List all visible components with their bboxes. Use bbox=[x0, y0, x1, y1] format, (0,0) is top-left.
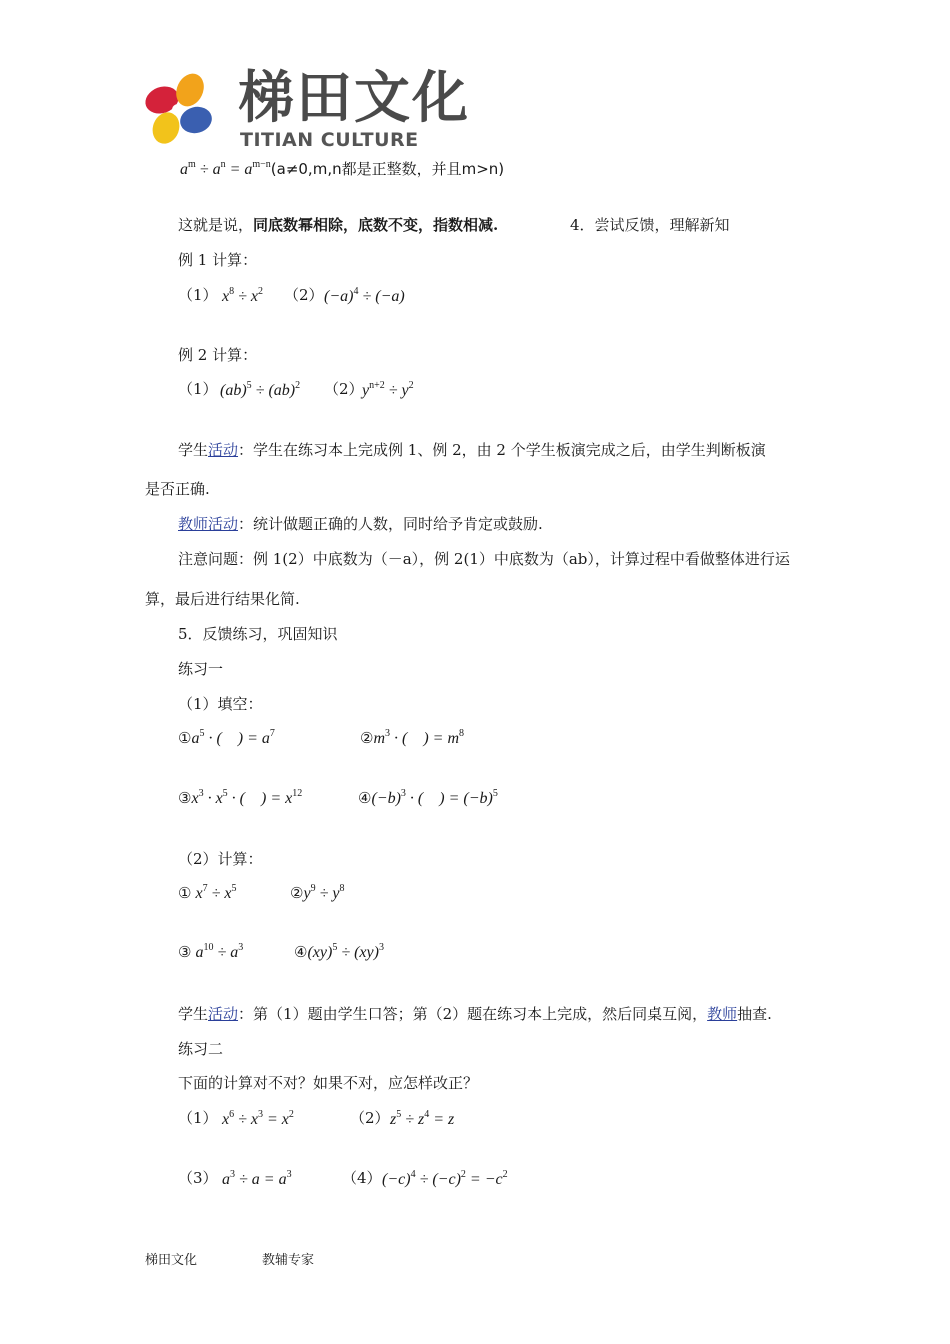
example1-p2: （2） bbox=[284, 286, 324, 304]
note-line-1: 注意问题：例 1(2）中底数为（－a），例 2(1）中底数为（ab），计算过程中看做整体进行运 bbox=[178, 550, 790, 568]
rule-suffix: (a≠0,m,n都是正整数，并且m>n) bbox=[270, 160, 505, 178]
example2-p1: （1） bbox=[178, 380, 218, 398]
example2-formula1: (ab)$^5$ ÷ (ab)$^2$ bbox=[220, 380, 301, 399]
teacher-activity-link[interactable]: 教师活动 bbox=[178, 515, 239, 533]
question-line: 下面的计算对不对？如果不对，应怎样改正？ bbox=[178, 1074, 479, 1092]
step5-heading: 5．反馈练习，巩固知识 bbox=[178, 625, 338, 643]
practice1-heading: 练习一 bbox=[178, 660, 224, 678]
summary-line bbox=[178, 214, 498, 235]
q4-label: （4） bbox=[342, 1169, 382, 1187]
fill-item-3: $③x^3 \cdot x^5$ · ( ) = $x^{12}$ bbox=[178, 788, 303, 807]
activity-link[interactable]: 活动 bbox=[208, 441, 239, 459]
step4-heading: 4．尝试反馈，理解新知 bbox=[570, 216, 730, 234]
q3-label: （3） bbox=[178, 1169, 218, 1187]
q1-label: （1） bbox=[178, 1109, 218, 1127]
brand-en: TITIAN CULTURE bbox=[240, 129, 419, 151]
calc-item-1: ① $x^7 \div x^5$ bbox=[178, 883, 237, 902]
summary-prefix: 这就是说， bbox=[178, 216, 254, 234]
example1-formula1: $x^8 \div x^2$ bbox=[222, 286, 263, 305]
example1-label: 例 1 计算： bbox=[178, 251, 258, 269]
example2-p2: （2） bbox=[324, 380, 364, 398]
fill-heading: （1）填空： bbox=[178, 695, 263, 713]
summary-bold: 同底数幂相除，底数不变，指数相减. bbox=[253, 216, 499, 234]
fill-item-2: $②m^3$ · ( ) = $m^8$ bbox=[360, 728, 465, 747]
example2-label: 例 2 计算： bbox=[178, 346, 258, 364]
flower-logo-icon bbox=[140, 70, 220, 150]
fill-item-4: $④(-b)^3$ · ( ) = $(-b)^5$ bbox=[358, 788, 498, 807]
calc-item-4: ④(xy)$^5$ ÷ (xy)$^3$ bbox=[294, 942, 384, 961]
footer-left: 梯田文化 bbox=[145, 1253, 198, 1268]
titian-logo bbox=[140, 66, 470, 154]
division-rule-formula: $a^m \div a^n = a^{m-n}(a\ne 0,m,n$都是正整数，并且m>n) bbox=[180, 159, 505, 178]
practice2-heading: 练习二 bbox=[178, 1040, 224, 1058]
example1-p1: （1） bbox=[178, 286, 218, 304]
teacher-activity: 教师活动：统计做题正确的人数，同时给予肯定或鼓励. bbox=[178, 515, 543, 533]
q2-formula: $z^5 \div z^4 = z$ bbox=[390, 1109, 455, 1128]
q3-formula: $a^3 \div a = a^3$ bbox=[222, 1169, 292, 1188]
q4-formula: $(-c)^4 \div (-c)^2 = -c^2$ bbox=[382, 1169, 508, 1188]
q2-label: （2） bbox=[350, 1109, 390, 1127]
footer-right: 教辅专家 bbox=[262, 1253, 315, 1268]
q1-formula: $x^6 \div x^3 = x^2$ bbox=[222, 1109, 294, 1128]
example1-formula2: $(-a)^4 \div (-a)$ bbox=[324, 286, 405, 305]
fill-item-1: $①a^5$ · ( ) = $a^7$ bbox=[178, 728, 275, 747]
note-line-2: 算，最后进行结果化简. bbox=[145, 590, 300, 608]
student-activity-1: 学生活动：学生在练习本上完成例 1、例 2，由 2 个学生板演完成之后，由学生判断板演 bbox=[178, 441, 766, 459]
student-activity-2: 学生活动：第（1）题由学生口答；第（2）题在练习本上完成，然后同桌互阅，教师抽查. bbox=[178, 1005, 772, 1023]
student-activity-1-cont: 是否正确. bbox=[145, 480, 210, 498]
calc-item-3: ③ $a^{10} \div a^3$ bbox=[178, 942, 244, 961]
calc-heading: （2）计算： bbox=[178, 850, 263, 868]
calc-item-2: $②y^9 \div y^8$ bbox=[290, 883, 345, 902]
activity-link-2[interactable]: 活动 bbox=[208, 1005, 239, 1023]
brand-cn: 梯田文化 bbox=[238, 66, 470, 131]
example2-formula2: $y^{n+2} \div y^2$ bbox=[362, 380, 414, 399]
teacher-link[interactable]: 教师 bbox=[707, 1005, 738, 1023]
